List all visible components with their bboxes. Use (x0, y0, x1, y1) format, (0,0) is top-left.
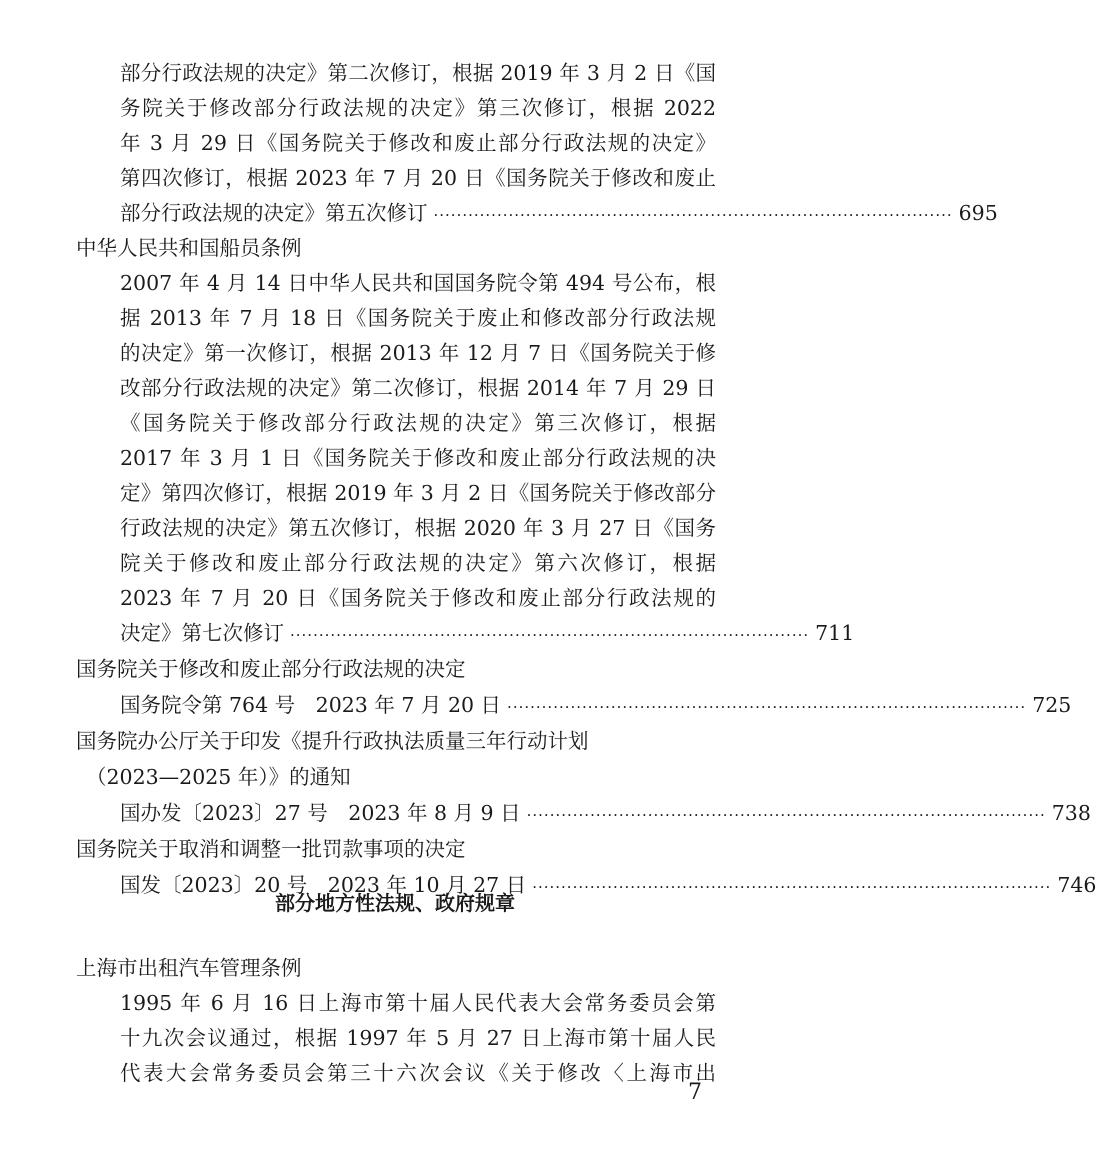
toc-page-ref: 711 (815, 621, 855, 645)
toc-entry-note: 院关于修改和废止部分行政法规的决定》第六次修订，根据 (120, 551, 716, 575)
toc-page-ref: 746 (1057, 873, 1096, 897)
toc-entry-note: 国办发〔2023〕27 号 2023 年 8 月 9 日 (120, 801, 521, 825)
dot-leader: ·························································································· (532, 878, 1052, 896)
dot-leader: ·························································································· (433, 206, 953, 224)
toc-entry-note: 2007 年 4 月 14 日中华人民共和国国务院令第 494 号公布，根 (120, 271, 716, 295)
toc-page-ref: 725 (1032, 693, 1072, 717)
page-number: 7 (688, 1080, 702, 1105)
toc-entry-title: 国务院关于取消和调整一批罚款事项的决定 (76, 837, 466, 861)
toc-entry-note: 《国务院关于修改部分行政法规的决定》第三次修订，根据 (120, 411, 716, 435)
toc-entry-note: 年 3 月 29 日《国务院关于修改和废止部分行政法规的决定》 (120, 131, 716, 155)
toc-entry-title: 上海市出租汽车管理条例 (76, 956, 302, 980)
toc-entry-note: 部分行政法规的决定》第二次修订，根据 2019 年 3 月 2 日《国 (120, 61, 716, 85)
toc-entry-leader-line (120, 616, 855, 650)
toc-entry-title: 国务院办公厅关于印发《提升行政执法质量三年行动计划 (76, 729, 589, 753)
toc-entry-title-continued: （2023—2025 年）》的通知 (86, 765, 351, 789)
toc-entry-title: 中华人民共和国船员条例 (76, 236, 302, 260)
toc-entry-leader-line (120, 196, 998, 230)
toc-entry-note: 2023 年 7 月 20 日《国务院关于修改和废止部分行政法规的 (120, 586, 716, 610)
toc-entry-leader-line (120, 688, 1072, 722)
dot-leader: ·························································································· (507, 698, 1027, 716)
dot-leader: ·························································································· (526, 806, 1046, 824)
toc-entry-note: 1995 年 6 月 16 日上海市第十届人民代表大会常务委员会第 (120, 991, 716, 1015)
toc-entry-note: 国发〔2023〕20 号 2023 年 10 月 27 日 (120, 873, 527, 897)
toc-page-ref: 695 (958, 201, 998, 225)
toc-entry-note: 据 2013 年 7 月 18 日《国务院关于废止和修改部分行政法规 (120, 306, 716, 330)
toc-entry-note: 行政法规的决定》第五次修订，根据 2020 年 3 月 27 日《国务 (120, 516, 716, 540)
toc-entry-note: 定》第四次修订，根据 2019 年 3 月 2 日《国务院关于修改部分 (120, 481, 716, 505)
toc-entry-note: 代表大会常务委员会第三十六次会议《关于修改〈上海市出 (120, 1061, 716, 1085)
dot-leader: ·························································································· (290, 626, 810, 644)
toc-entry-note: 第四次修订，根据 2023 年 7 月 20 日《国务院关于修改和废止 (120, 166, 716, 190)
toc-entry-note: 十九次会议通过，根据 1997 年 5 月 27 日上海市第十届人民 (120, 1026, 716, 1050)
toc-entry-note: 国务院令第 764 号 2023 年 7 月 20 日 (120, 693, 502, 717)
toc-entry-note: 决定》第七次修订 (120, 621, 284, 645)
toc-entry-note: 部分行政法规的决定》第五次修订 (120, 201, 428, 225)
toc-entry-note: 改部分行政法规的决定》第二次修订，根据 2014 年 7 月 29 日 (120, 376, 716, 400)
toc-entry-note: 的决定》第一次修订，根据 2013 年 12 月 7 日《国务院关于修 (120, 341, 716, 365)
toc-entry-note: 2017 年 3 月 1 日《国务院关于修改和废止部分行政法规的决 (120, 446, 716, 470)
toc-page-ref: 738 (1051, 801, 1091, 825)
section-heading: 部分地方性法规、政府规章 (275, 891, 515, 915)
toc-entry-title: 国务院关于修改和废止部分行政法规的决定 (76, 657, 466, 681)
toc-entry-note: 务院关于修改部分行政法规的决定》第三次修订，根据 2022 (120, 96, 716, 120)
toc-entry-leader-line (120, 796, 1091, 830)
